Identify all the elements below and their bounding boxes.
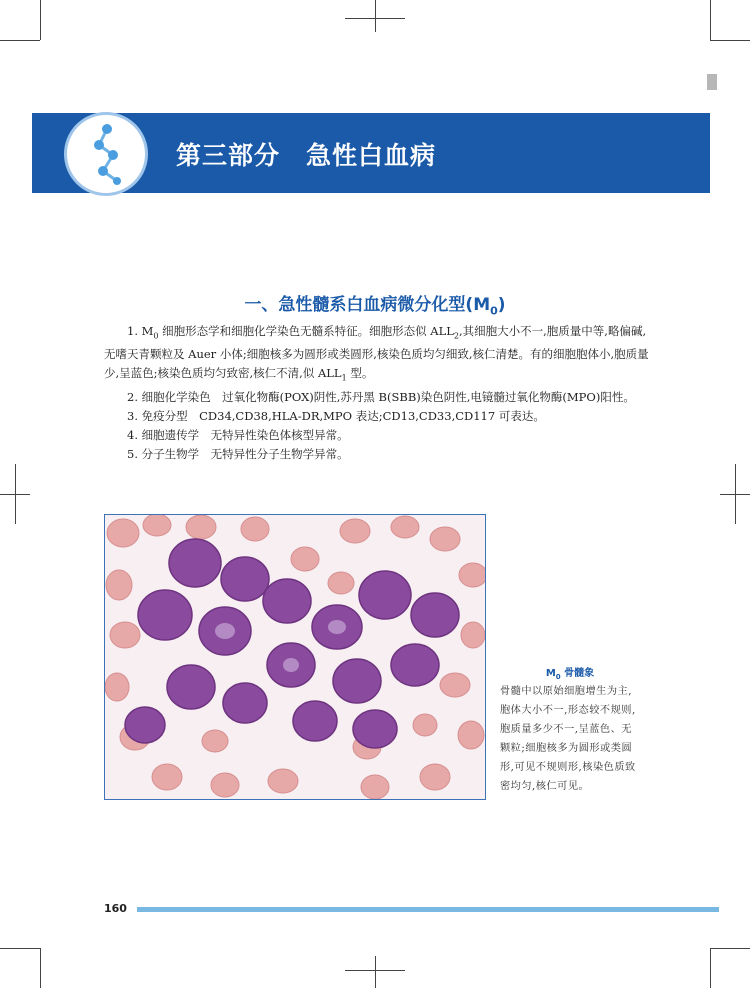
caption-title-post: 骨髓象 [560, 668, 595, 679]
crop-mark [0, 40, 40, 41]
crop-mark [375, 956, 376, 988]
bone-marrow-micrograph [104, 514, 486, 800]
micrograph-image [105, 515, 486, 800]
paragraph-1 [104, 322, 652, 388]
section-heading [0, 290, 750, 317]
figure-caption-text: 骨髓中以原始细胞增生为主,胞体大小不一,形态较不规则,胞质量多少不一,呈蓝色、无颗粒;细胞核多为圆形或类圆形,可见不规则形,核染色质致密均匀,核仁可见。 [500, 686, 636, 792]
paragraph-4: 4. 细胞遗传学 无特异性染色体核型异常。 [127, 427, 349, 442]
crop-mark [345, 970, 405, 971]
section-heading-subscript: 0 [490, 304, 498, 318]
molecule-icon [67, 115, 145, 193]
banner-circle [64, 112, 148, 196]
crop-mark [710, 0, 711, 40]
paragraph-2: 2. 细胞化学染色 过氧化物酶(POX)阴性,苏丹黑 B(SBB)染色阴性,电镜髓过氧化物酶(MPO)阳性。 [127, 389, 635, 404]
crop-mark [345, 18, 405, 19]
p1-sub3: 1 [341, 373, 347, 383]
p1-sub2: 2 [453, 331, 459, 341]
chapter-title: 第三部分 急性白血病 [176, 141, 437, 170]
side-tab-marker [707, 74, 717, 90]
p1-post: ,其细胞大小不一,胞质量中等,略偏碱,无嗜天青颗粒及 Auer 小体;细胞核多为圆形或类圆形,核染色质均匀细致,核仁清楚。有的细胞胞体小,胞质量少,呈蓝色;核染色质均匀致密,核仁不清,似 ALL [104, 324, 649, 381]
crop-mark [40, 0, 41, 40]
crop-mark [40, 948, 41, 988]
paragraph-5: 5. 分子生物学 无特异性分子生物学异常。 [127, 446, 349, 461]
p1-sub1: 0 [153, 331, 159, 341]
crop-mark [710, 40, 750, 41]
crop-mark [710, 948, 750, 949]
figure-caption-title [500, 664, 640, 681]
p1-end: 型。 [346, 366, 374, 381]
section-heading-text: 一、急性髓系白血病微分化型(M [244, 295, 491, 315]
crop-mark [0, 948, 40, 949]
page-number: 160 [104, 902, 127, 915]
p1-pre: 1. M [127, 324, 154, 338]
section-heading-end: ) [497, 295, 506, 315]
caption-title-sub: 0 [555, 673, 561, 681]
p1-mid: 细胞形态学和细胞化学染色无髓系特征。细胞形态似 ALL [158, 324, 454, 338]
footer-bar [137, 907, 719, 912]
caption-title-pre: M [545, 668, 556, 679]
body-text [104, 322, 652, 464]
crop-mark [15, 464, 16, 524]
crop-mark [375, 0, 376, 32]
paragraph-3: 3. 免疫分型 CD34,CD38,HLA-DR,MPO 表达;CD13,CD33,CD117 可表达。 [127, 408, 545, 423]
crop-mark [710, 948, 711, 988]
crop-mark [735, 464, 736, 524]
